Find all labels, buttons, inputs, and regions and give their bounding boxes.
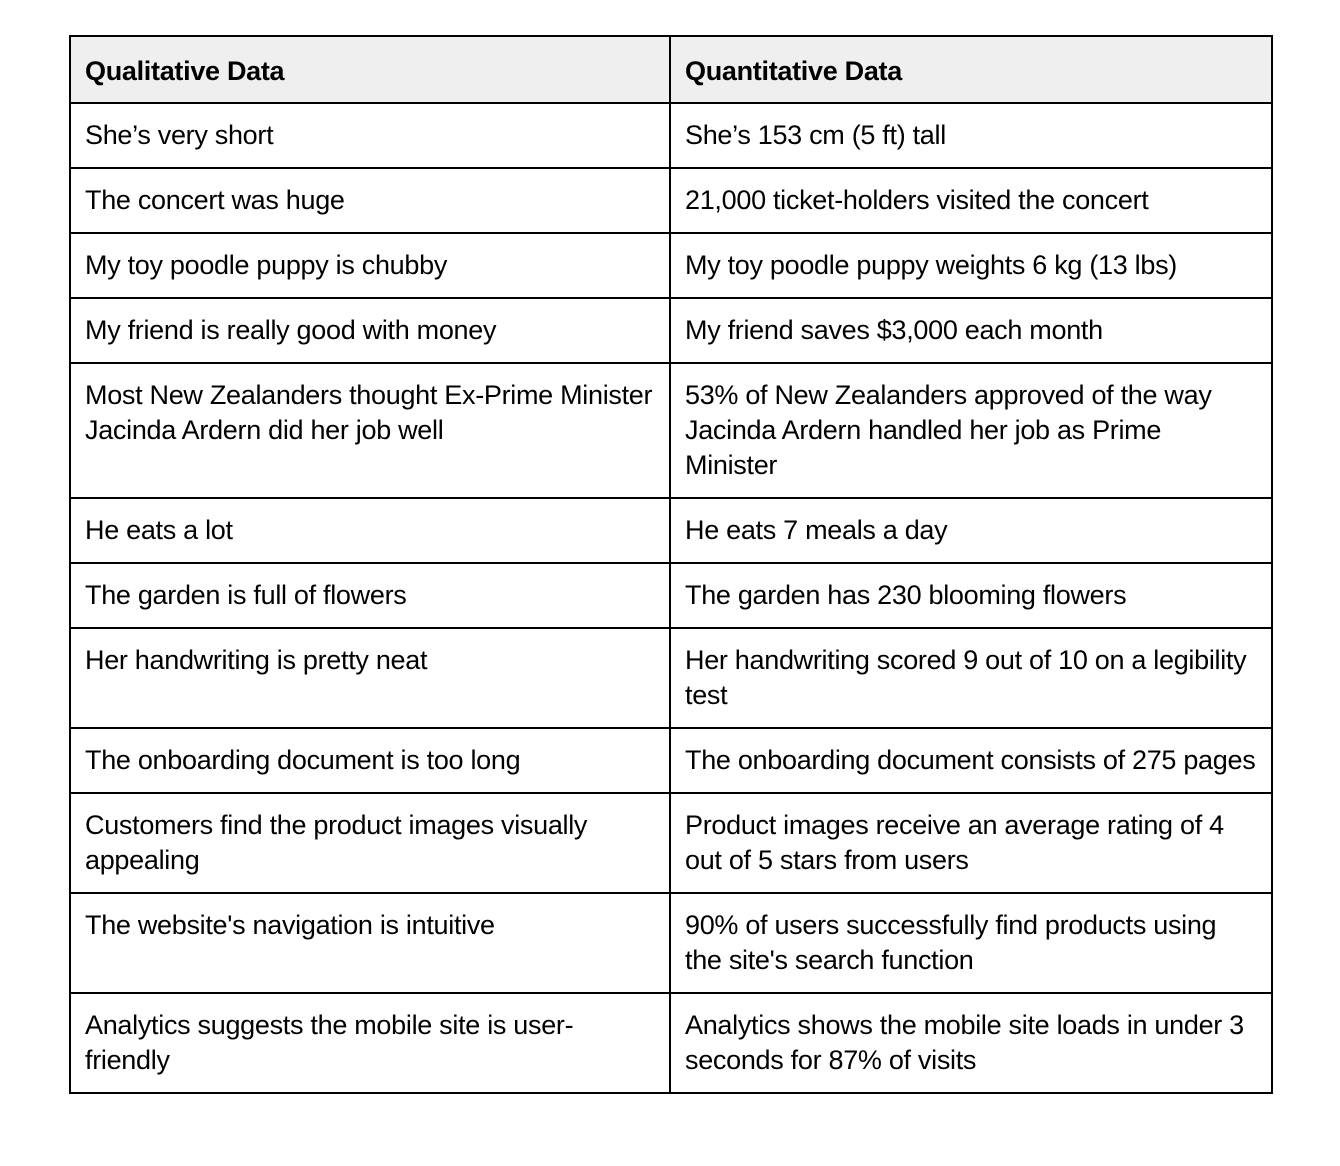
- quantitative-cell: My toy poodle puppy weights 6 kg (13 lbs): [670, 233, 1272, 298]
- quantitative-cell: The onboarding document consists of 275 pages: [670, 728, 1272, 793]
- header-quantitative: Quantitative Data: [670, 36, 1272, 103]
- table-row: [70, 563, 1272, 628]
- table-row: [70, 233, 1272, 298]
- table-body: [70, 103, 1272, 1093]
- quantitative-cell: 90% of users successfully find products using the site's search function: [670, 893, 1272, 993]
- qualitative-cell: The garden is full of flowers: [70, 563, 670, 628]
- quantitative-cell: She’s 153 cm (5 ft) tall: [670, 103, 1272, 168]
- table-row: [70, 498, 1272, 563]
- quantitative-cell: Her handwriting scored 9 out of 10 on a legibility test: [670, 628, 1272, 728]
- qualitative-cell: Her handwriting is pretty neat: [70, 628, 670, 728]
- quantitative-cell: My friend saves $3,000 each month: [670, 298, 1272, 363]
- table-row: [70, 993, 1272, 1093]
- table-row: [70, 363, 1272, 498]
- table-row: [70, 893, 1272, 993]
- quantitative-cell: Analytics shows the mobile site loads in under 3 seconds for 87% of visits: [670, 993, 1272, 1093]
- qualitative-cell: The website's navigation is intuitive: [70, 893, 670, 993]
- qualitative-cell: Customers find the product images visually appealing: [70, 793, 670, 893]
- table-row: [70, 728, 1272, 793]
- quantitative-cell: 21,000 ticket-holders visited the concert: [670, 168, 1272, 233]
- table-row: [70, 298, 1272, 363]
- table-header: [70, 36, 1272, 103]
- quantitative-cell: Product images receive an average rating of 4 out of 5 stars from users: [670, 793, 1272, 893]
- quantitative-cell: The garden has 230 blooming flowers: [670, 563, 1272, 628]
- qualitative-cell: Most New Zealanders thought Ex-Prime Minister Jacinda Ardern did her job well: [70, 363, 670, 498]
- table-row: [70, 103, 1272, 168]
- qualitative-cell: She’s very short: [70, 103, 670, 168]
- quantitative-cell: He eats 7 meals a day: [670, 498, 1272, 563]
- qualitative-cell: The onboarding document is too long: [70, 728, 670, 793]
- table-row: [70, 793, 1272, 893]
- header-row: [70, 36, 1272, 103]
- header-qualitative: Qualitative Data: [70, 36, 670, 103]
- qualitative-cell: The concert was huge: [70, 168, 670, 233]
- qualitative-cell: My friend is really good with money: [70, 298, 670, 363]
- comparison-table: [69, 35, 1273, 1094]
- table-row: [70, 628, 1272, 728]
- table-row: [70, 168, 1272, 233]
- qualitative-cell: My toy poodle puppy is chubby: [70, 233, 670, 298]
- quantitative-cell: 53% of New Zealanders approved of the way Jacinda Ardern handled her job as Prime Minister: [670, 363, 1272, 498]
- qualitative-cell: He eats a lot: [70, 498, 670, 563]
- qualitative-cell: Analytics suggests the mobile site is user-friendly: [70, 993, 670, 1093]
